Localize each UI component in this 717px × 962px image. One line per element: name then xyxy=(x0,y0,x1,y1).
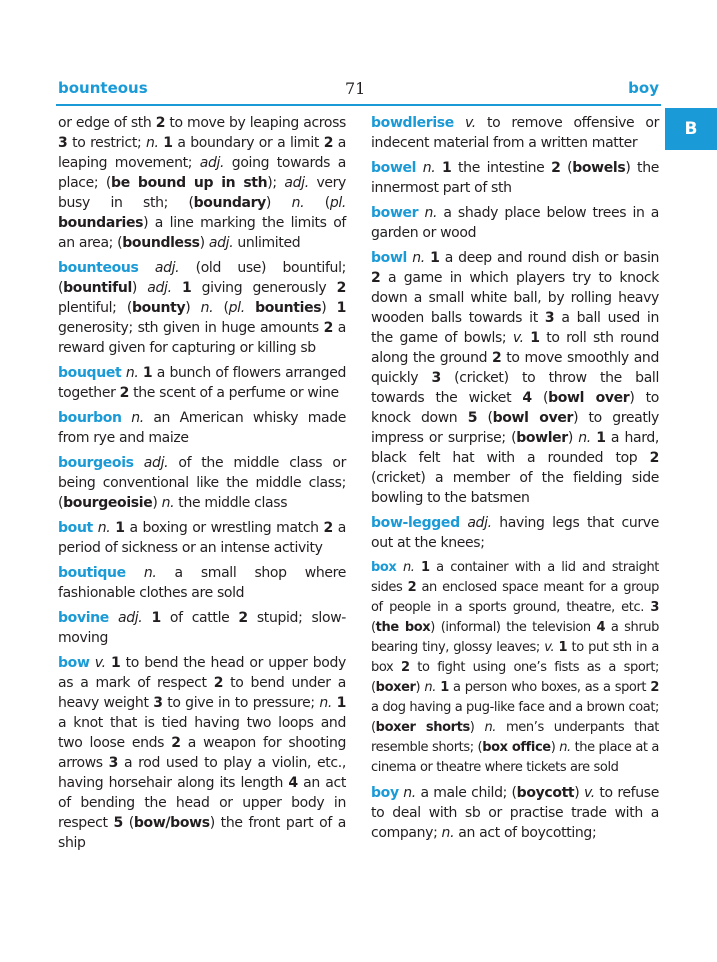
entry-bout: bout n. 1 a boxing or wrestling match 2 a period of sickness or an intense activity xyxy=(58,520,346,556)
headword: bouquet xyxy=(58,365,122,381)
headword: bowdlerise xyxy=(371,115,454,131)
entry-continuation: or edge of sth 2 to move by leaping across 3 to restrict; n. 1 a boundary or a limit 2 a leaping movement; adj. going towards a place; (be bound up in sth); adj. very busy in sth; (boundary) n. (pl. boundaries) a line marking the limits of an area; (boundless) adj. unlimited xyxy=(58,115,347,251)
headword: bowl xyxy=(371,250,407,266)
header-rule xyxy=(56,104,661,106)
right-column xyxy=(371,113,659,848)
running-head-last-word: boy xyxy=(628,79,659,97)
headword: bow-legged xyxy=(371,515,460,531)
entry-bowel: bowel n. 1 the intestine 2 (bowels) the innermost part of sth xyxy=(371,160,659,196)
running-head-first-word: bounteous xyxy=(58,79,148,97)
headword: bout xyxy=(58,520,93,536)
entry-bounteous: bounteous adj. (old use) bountiful; (bountiful) adj. 1 giving generously 2 plentiful; (bounty) n. (pl. bounties) 1 generosity; sth given in huge amounts 2 a reward given for capturing or killing sb xyxy=(58,260,346,356)
headword: bourgeois xyxy=(58,455,134,471)
entry-boy: boy n. a male child; (boycott) v. to refuse to deal with sb or practise trade with a company; n. an act of boycotting; xyxy=(371,785,659,841)
headword: bounteous xyxy=(58,260,139,276)
entry-boutique: boutique n. a small shop where fashionable clothes are sold xyxy=(58,565,346,601)
entry-bourgeois: bourgeois adj. of the middle class or being conventional like the middle class; (bourgeoisie) n. the middle class xyxy=(58,455,346,511)
page-number: 71 xyxy=(345,79,366,98)
headword: bow xyxy=(58,655,90,671)
left-column xyxy=(58,113,346,858)
entry-bow-legged: bow-legged adj. having legs that curve out at the knees; xyxy=(371,515,659,551)
entry-bourbon: bourbon n. an American whisky made from rye and maize xyxy=(58,410,347,446)
headword: box xyxy=(371,560,397,575)
entry-bowl: bowl n. 1 a deep and round dish or basin 2 a game in which players try to knock down a small white ball, by rolling heavy wooden balls towards it 3 a ball used in the game of bowls; v. 1 to roll sth round along the ground 2 to move smoothly and quickly 3 (cricket) to throw the ball towards the wicket 4 (bowl over) to knock down 5 (bowl over) to greatly impress or surprise; (bowler) n. 1 a hard, black felt hat with a rounded top 2 (cricket) a member of the fielding side bowling to the batsmen xyxy=(371,250,660,506)
headword: boy xyxy=(371,785,399,801)
headword: bowel xyxy=(371,160,417,176)
headword: boutique xyxy=(58,565,126,581)
entry-bowdlerise: bowdlerise v. to remove offensive or indecent material from a written matter xyxy=(371,115,659,151)
entry-bow: bow v. 1 to bend the head or upper body as a mark of respect 2 to bend under a heavy weight 3 to give in to pressure; n. 1 a knot that is tied having two loops and two loose ends 2 a weapon for shooting arrows 3 a rod used to play a violin, etc., having horsehair along its length 4 an act of bending the head or upper body in respect 5 (bow/bows) the front part of a ship xyxy=(58,655,347,851)
headword: bovine xyxy=(58,610,109,626)
entry-bower: bower n. a shady place below trees in a garden or wood xyxy=(371,205,659,241)
entry-box: box n. 1 a container with a lid and straight sides 2 an enclosed space meant for a group of people in a sports ground, theatre, etc. 3 (the box) (informal) the television 4 a shrub bearing tiny, glossy leaves; v. 1 to put sth in a box 2 to fight using one’s fists as a sport; (boxer) n. 1 a person who boxes, as a sport 2 a dog having a pug-like face and a brown coat; (boxer shorts) n. men’s underpants that resemble shorts; (box office) n. the place at a cinema or theatre where tickets are sold xyxy=(371,560,660,775)
headword: bourbon xyxy=(58,410,122,426)
thumb-index-tab[interactable]: B xyxy=(665,108,717,150)
entry-bovine: bovine adj. 1 of cattle 2 stupid; slow-moving xyxy=(58,610,346,646)
entry-bouquet: bouquet n. 1 a bunch of flowers arranged together 2 the scent of a perfume or wine xyxy=(58,365,346,401)
headword: bower xyxy=(371,205,419,221)
